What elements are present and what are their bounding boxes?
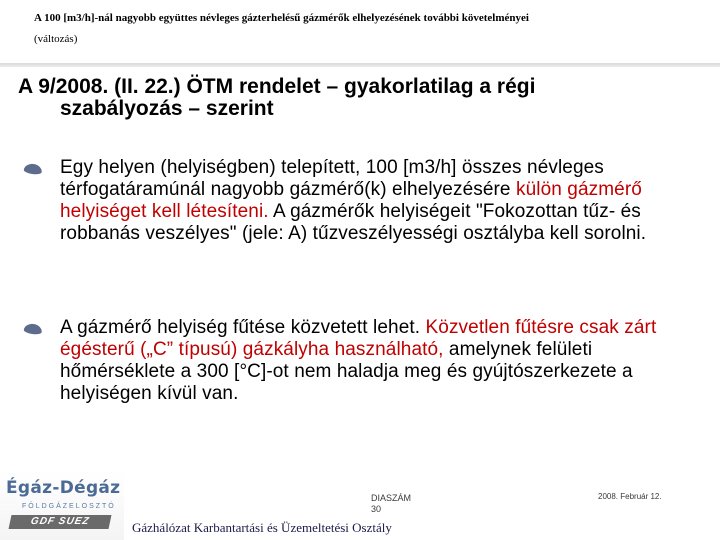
- company-logo: [0, 470, 124, 540]
- bullet-text-2: [60, 317, 690, 405]
- slide-title-line2: szabályozás – szerint: [60, 97, 274, 120]
- header-divider: [0, 63, 720, 67]
- bullet-text-1: [60, 157, 690, 245]
- logo-main-text: Égáz-Dégáz: [6, 478, 121, 498]
- slide-number-label: DIASZÁM: [371, 493, 412, 503]
- slide-header: [34, 10, 694, 48]
- bullet-2-highlight: Közvetlen fűtésre csak zárt égésterű („C” típusú) gázkályha használható,: [60, 317, 657, 360]
- partner-logo: GDF SUEZ: [9, 515, 112, 529]
- bullet-1-text: Egy helyen (helyiségben) telepített, 100 [m3/h] összes névleges térfogatáramúnál nagyobb gázmérő(k) elhelyezésére: [60, 157, 604, 200]
- bullet-1-rest: A gázmérők helyiségeit "Fokozottan tűz- és robbanás veszélyes" (jele: A) tűzveszélyességi osztályba kell sorolni.: [60, 201, 647, 244]
- slide-title-line1: A 9/2008. (II. 22.) ÖTM rendelet – gyakorlatilag a régi: [18, 75, 536, 98]
- bullet-2-text: A gázmérő helyiség fűtése közvetett lehet.: [60, 317, 426, 338]
- bullet-icon: [23, 323, 42, 335]
- bullet-icon: [23, 163, 42, 175]
- slide-title: [18, 76, 658, 120]
- department-name: Gázhálózat Karbantartási és Üzemeltetési Osztály: [132, 520, 392, 535]
- bullet-2-rest: amelynek felületi hőmérséklete a 300 [°C]-ot nem haladja meg és gyújtószerkezete a helyiségen kívül van.: [60, 339, 633, 404]
- slide-date: 2008. Február 12.: [598, 492, 662, 501]
- header-title: A 100 [m3/h]-nál nagyobb együttes névleges gázterhelésű gázmérők elhelyezésének további követelményei: [34, 12, 529, 24]
- logo-sub-text: FÖLDGÁZELOSZTÓ: [22, 503, 116, 510]
- bullet-1-highlight: külön gázmérő helyiséget kell létesíteni.: [60, 179, 642, 222]
- header-subtitle: (változás): [34, 33, 78, 45]
- slide-number-block: [371, 493, 411, 515]
- slide-number: 30: [371, 504, 382, 514]
